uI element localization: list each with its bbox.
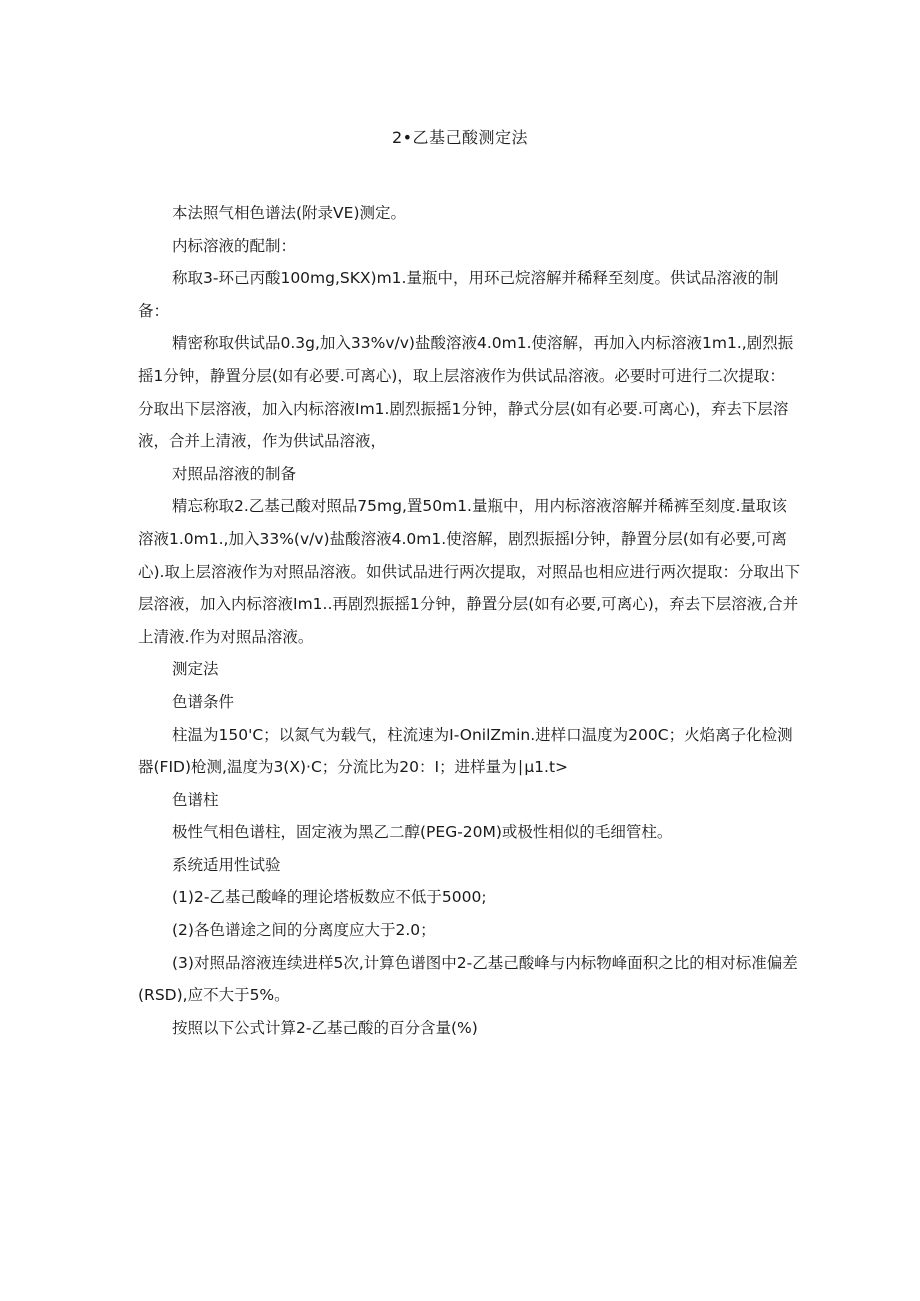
paragraph-sample-preparation: 精密称取供试品0.3g,加入33%v∕v)盐酸溶液4.0m1.使溶解，再加入内标溶液1m1.,剧烈振摇1分钟，静置分层(如有必要.可离心)，取上层溶液作为供试品溶液。必要时可进行二次提取：分取出下层溶液，加入内标溶液Im1.剧烈振摇1分钟，静式分层(如有必要.可离心)，弃去下层溶液，合并上清液，作为供试品溶液， (138, 334, 794, 451)
heading-procedure: 测定法 (172, 660, 219, 679)
paragraph-method-intro: 本法照气相色谱法(附录VE)测定。 (172, 204, 406, 222)
paragraph-internal-standard: 称取3-环己丙酸100mg,SKX)m1.量瓶中，用环己烷溶解并稀释至刻度。供试品溶液的制备： (138, 269, 779, 320)
heading-reference-solution: 对照品溶液的制备 (172, 464, 297, 483)
paragraph-calculation: 按照以下公式计算2-乙基己酸的百分含量(%) (172, 1018, 478, 1037)
heading-chromatographic-conditions: 色谱条件 (172, 692, 235, 711)
list-item-resolution: (2)各色谱途之间的分离度应大于2.0； (172, 921, 436, 940)
paragraph-chromatographic-conditions: 柱温为150'C；以氮气为载气，柱流速为I-OnilZmin.进样口温度为200C；火焰离子化检测器(FID)枪测,温度为3(X)·C；分流比为20：I；进样量为∣μ1.t> (138, 725, 793, 777)
list-item-rsd: (3)对照品溶液连续进样5次,计算色谱图中2-乙基己酸峰与内标物峰面积之比的相对标准偏差(RSD),应不大于5%。 (138, 953, 798, 1005)
heading-internal-standard: 内标溶液的配制： (172, 236, 297, 255)
heading-column: 色谱柱 (172, 790, 219, 809)
document-body (138, 197, 800, 1044)
paragraph-column: 极性气相色谱柱，固定液为黑乙二醇(PEG-20M)或极性相似的毛细管柱。 (172, 823, 673, 842)
document-title: 2•乙基己酸测定法 (391, 128, 529, 147)
heading-system-suitability: 系统适用性试验 (172, 855, 281, 874)
paragraph-reference-solution: 精忘称取2.乙基己酸对照品75mg,置50m1.量瓶中，用内标溶液溶解并稀裤至刻度.量取该溶液1.0m1.,加入33%(v∕v)盐酸溶液4.0m1.使溶解，剧烈振摇l分钟，静置分层(如有必要,可离心).取上层溶液作为对照品溶液。如供试品进行两次提取，对照品也相应进行两次提取：分取出下层溶液，加入内标溶液Im1..再剧烈振摇1分钟，静置分层(如有必要,可离心)，弃去下层溶液,合并上清液.作为对照品溶液。 (138, 497, 800, 646)
list-item-plate-count: (1)2-乙基己酸峰的理论塔板数应不低于5000; (172, 888, 487, 907)
